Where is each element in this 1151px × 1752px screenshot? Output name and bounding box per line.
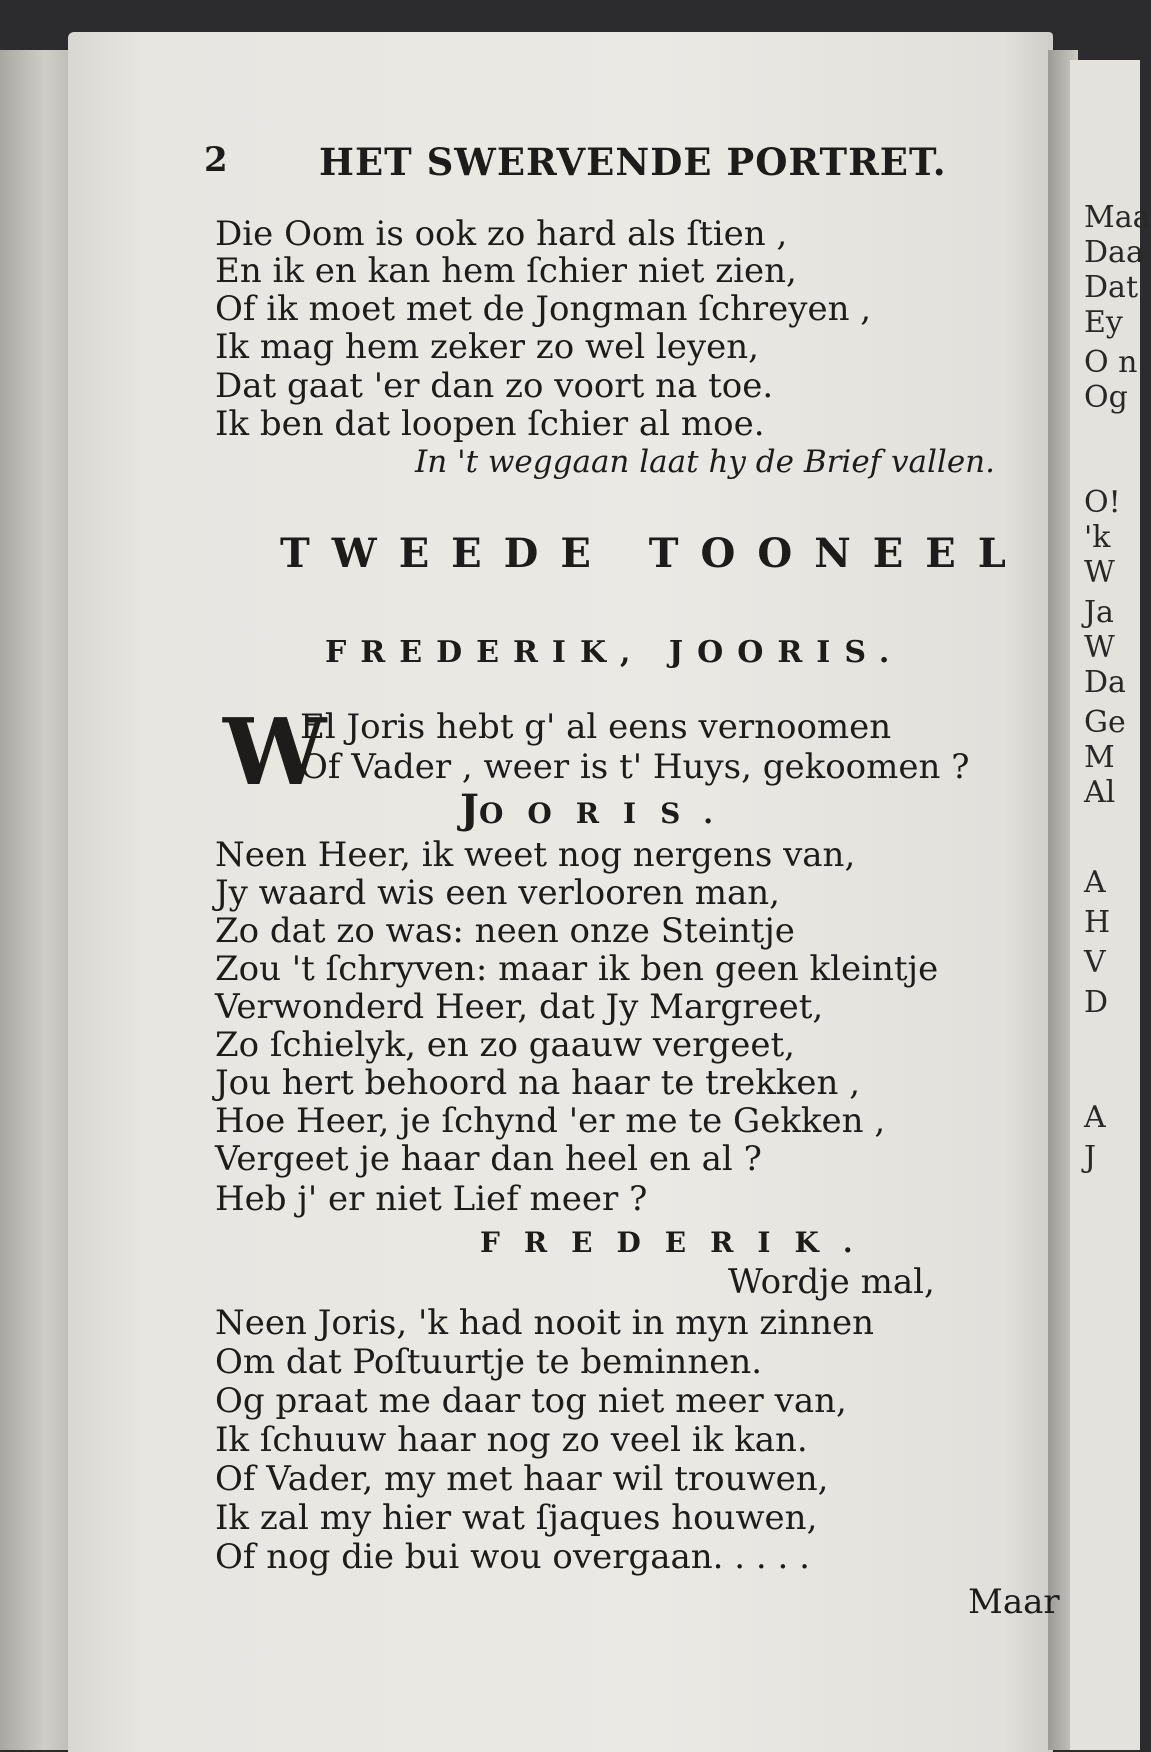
running-head	[204, 140, 964, 190]
running-title: HET SWERVENDE PORTRET.	[319, 140, 947, 184]
facing-page-text: H	[1084, 905, 1111, 940]
verse-line: Jy waard wis een verlooren man,	[215, 873, 780, 913]
left-page-edge	[0, 50, 75, 1750]
verse-line: Dat gaat 'er dan zo voort na toe.	[215, 366, 774, 406]
facing-page-text: D	[1084, 985, 1109, 1020]
verse-line: Neen Joris, 'k had nooit in myn zinnen	[215, 1303, 874, 1343]
facing-page-text: J	[1084, 1140, 1097, 1175]
page-number: 2	[204, 140, 228, 180]
verse-line: Neen Heer, ik weet nog nergens van,	[215, 835, 856, 875]
verse-line: Om dat Poſtuurtje te beminnen.	[215, 1342, 763, 1382]
facing-page-text: Maa	[1084, 200, 1151, 235]
speaker-rest: OORIS.	[478, 797, 738, 830]
facing-page-text: Ge	[1084, 705, 1126, 740]
facing-page-text: O n	[1084, 345, 1138, 380]
facing-page-text: Daa	[1084, 235, 1144, 270]
verse-line: Die Oom is ook zo hard als ſtien ,	[215, 214, 788, 254]
facing-page-text: V	[1084, 945, 1106, 980]
verse-line: Ik ben dat loopen ſchier al moe.	[215, 404, 765, 444]
facing-page-text: Ja	[1084, 595, 1114, 630]
catchword: Maar	[968, 1582, 1060, 1622]
facing-page-text: M	[1084, 740, 1115, 775]
verse-line: Jou hert behoord na haar te trekken ,	[215, 1063, 861, 1103]
speaker-jooris	[460, 786, 737, 833]
facing-page-text: Dat	[1084, 270, 1138, 305]
speaker-initial: J	[460, 786, 479, 833]
facing-page-text: A	[1084, 865, 1106, 900]
drop-cap: W	[223, 698, 327, 806]
facing-page-text: W	[1084, 630, 1115, 665]
facing-page-text: A	[1084, 1100, 1106, 1135]
verse-line: Zou 't ſchryven: maar ik ben geen kleintje	[215, 949, 939, 989]
facing-page-text: Da	[1084, 665, 1126, 700]
speaker-frederik: FREDERIK.	[480, 1226, 877, 1259]
verse-line: Zo dat zo was: neen onze Steintje	[215, 911, 795, 951]
verse-line: Hoe Heer, je ſchynd 'er me te Gekken ,	[215, 1101, 886, 1141]
verse-line: Of Vader, my met haar wil trouwen,	[215, 1459, 829, 1499]
verse-line: Ik zal my hier wat ſjaques houwen,	[215, 1498, 818, 1538]
verse-line: El Joris hebt g' al eens vernoomen	[300, 707, 892, 747]
verse-line: Zo ſchielyk, en zo gaauw vergeet,	[215, 1025, 795, 1065]
verse-line: Ik ſchuuw haar nog zo veel ik kan.	[215, 1420, 808, 1460]
facing-page	[1070, 60, 1151, 1750]
scene-heading: TWEEDE TOONEEL	[280, 530, 1028, 577]
verse-line: Og praat me daar tog niet meer van,	[215, 1381, 847, 1421]
facing-page-text: Ey	[1084, 305, 1123, 340]
facing-page-text: 'k	[1084, 520, 1111, 555]
verse-line: Of ik moet met de Jongman ſchreyen ,	[215, 289, 872, 329]
verse-line: Ik mag hem zeker zo wel leyen,	[215, 327, 759, 367]
verse-line: Of Vader , weer is t' Huys, gekoomen ?	[300, 747, 970, 787]
facing-page-text: Al	[1084, 775, 1116, 810]
verse-line: Vergeet je haar dan heel en al ?	[215, 1139, 762, 1179]
scene-characters: FREDERIK, JOORIS.	[325, 635, 904, 670]
stage-direction: In 't weggaan laat hy de Brief vallen.	[415, 444, 995, 480]
verse-line: Of nog die bui wou overgaan. . . . .	[215, 1537, 810, 1577]
verse-line: En ik en kan hem ſchier niet zien,	[215, 251, 797, 291]
verse-line: Wordje mal,	[728, 1262, 935, 1302]
facing-page-text: W	[1084, 555, 1115, 590]
facing-page-text: O!	[1084, 485, 1121, 520]
verse-line: Verwonderd Heer, dat Jy Margreet,	[215, 987, 824, 1027]
verse-line: Heb j' er niet Lief meer ?	[215, 1179, 648, 1219]
facing-page-text: Og	[1084, 380, 1128, 415]
